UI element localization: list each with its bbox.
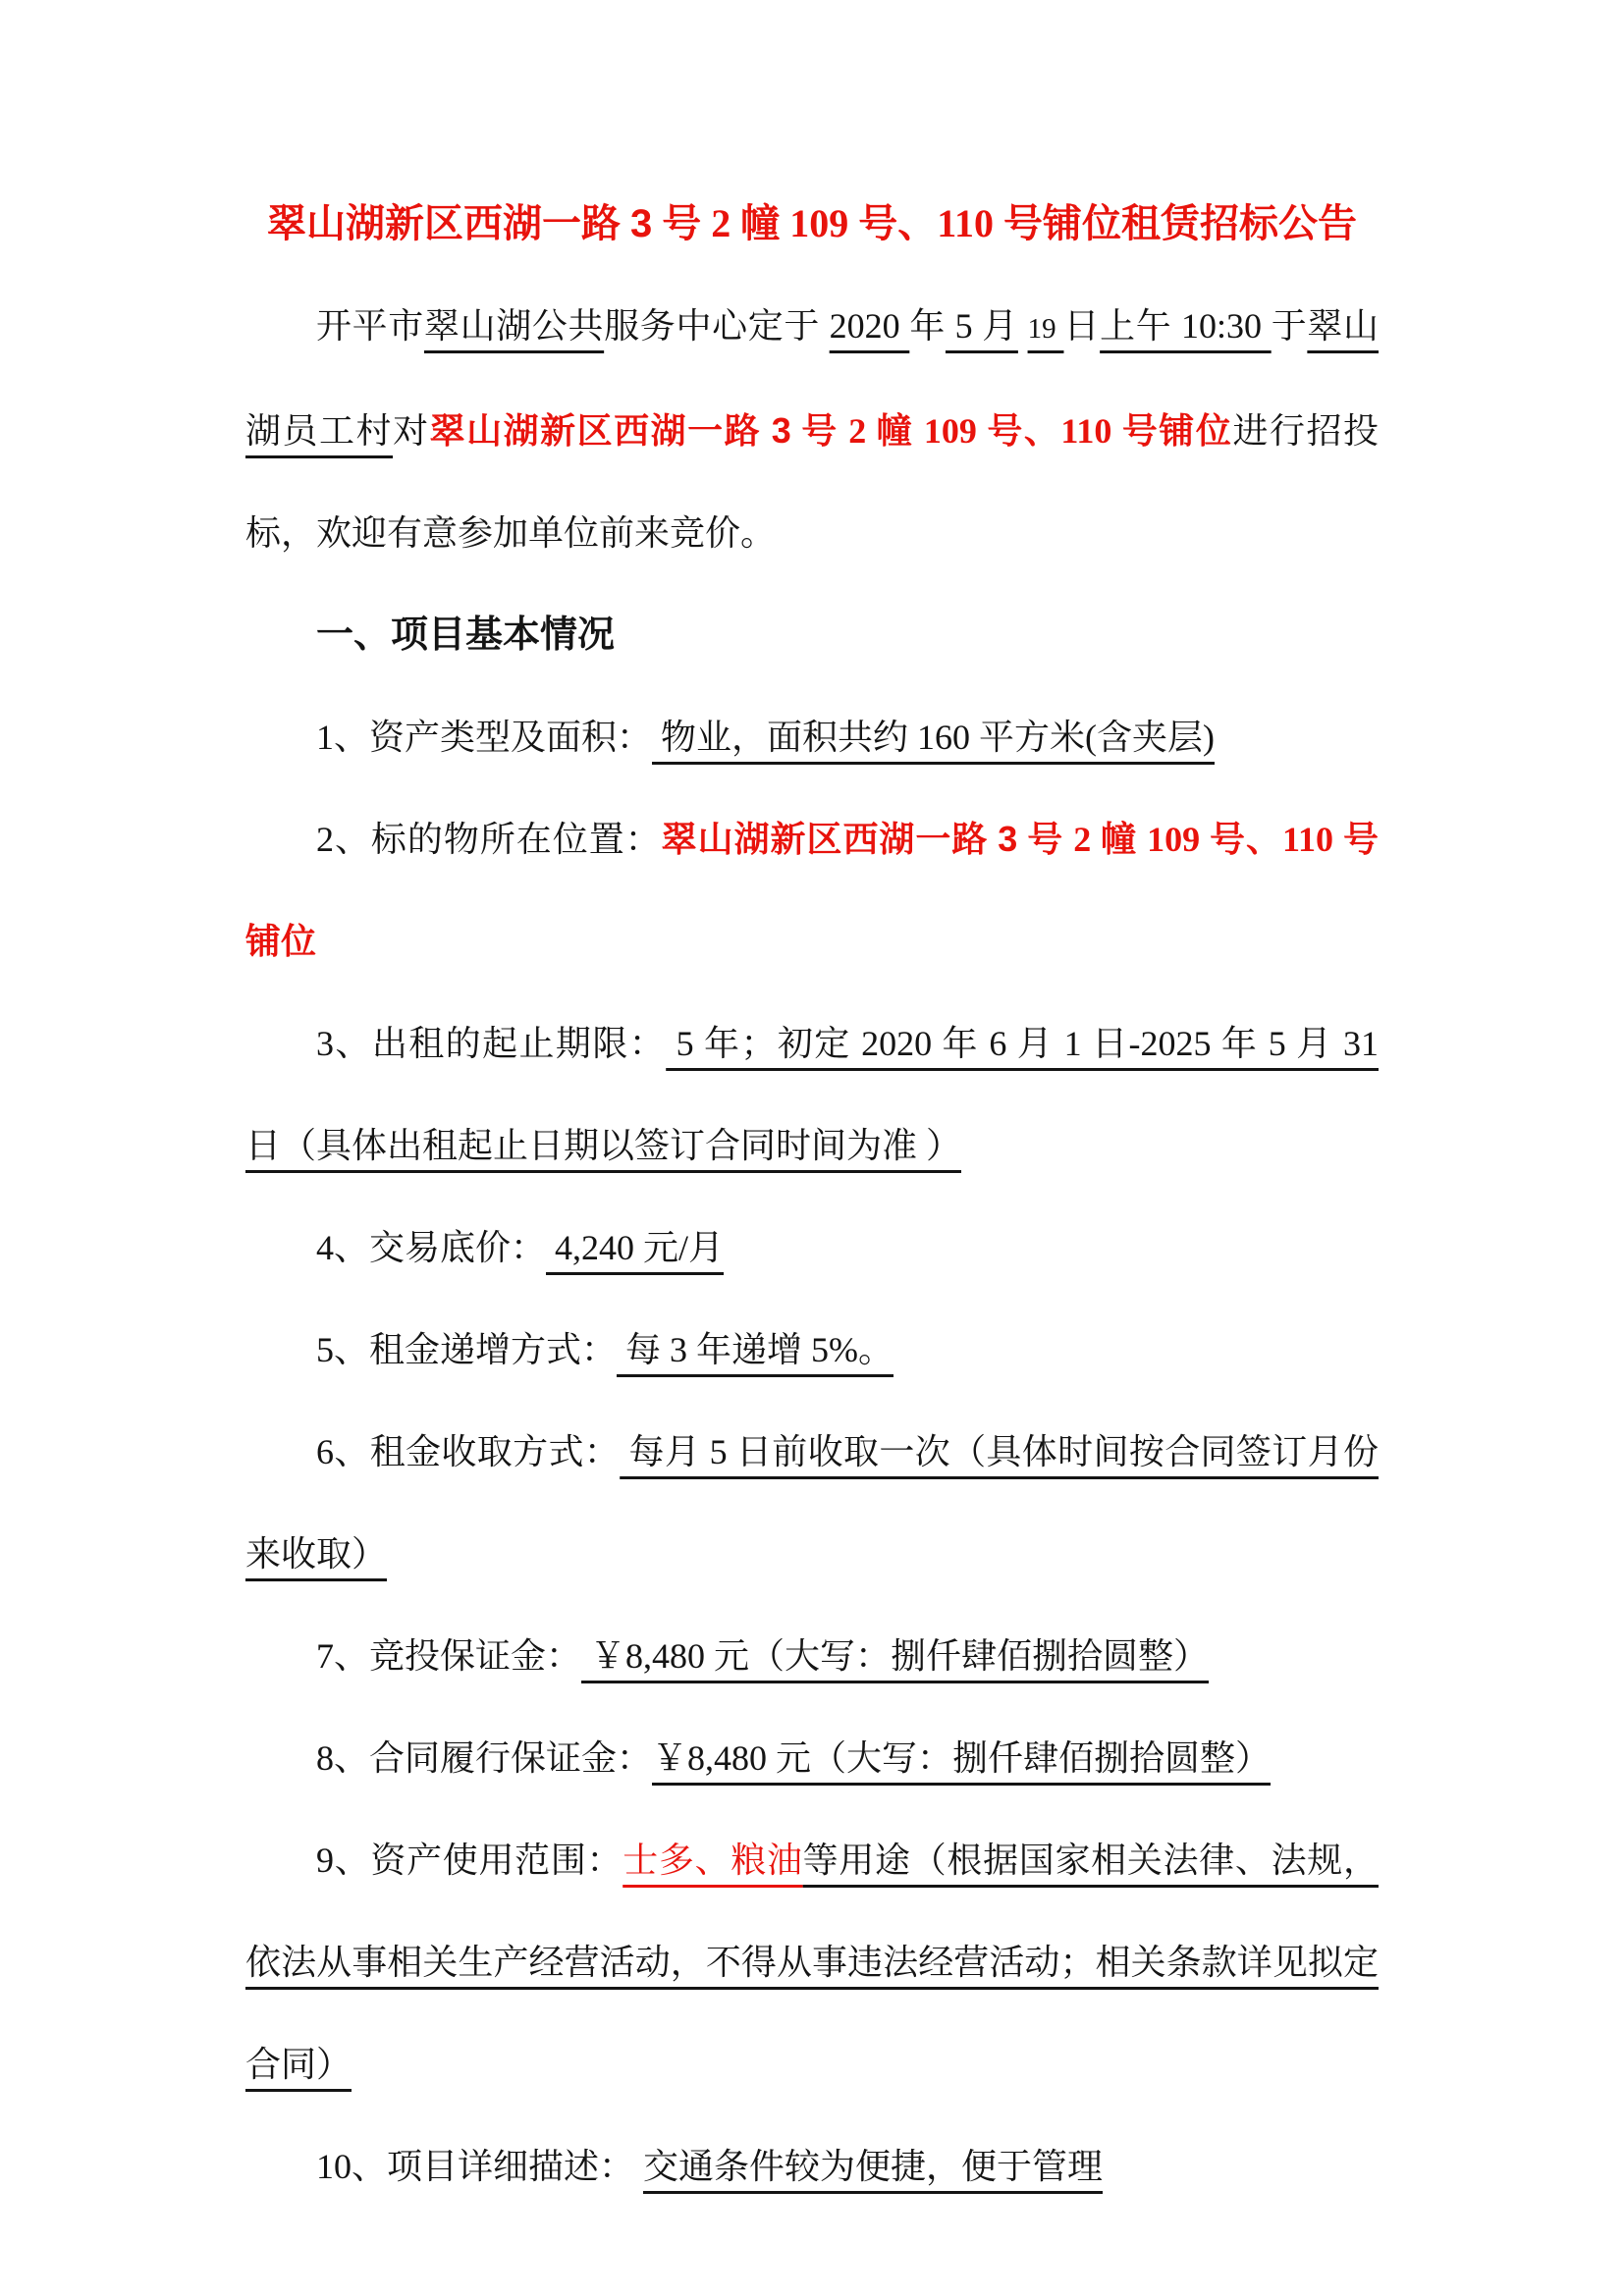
item-6: [245, 1401, 1379, 1605]
text-run: 对: [393, 411, 430, 451]
item-label: 7、竞投保证金：: [316, 1636, 582, 1676]
item-label: 8、合同履行保证金：: [316, 1738, 653, 1778]
item-label: 4、交易底价：: [316, 1228, 547, 1267]
text-run: 上午 10:30: [1100, 306, 1272, 346]
item-value: 3: [998, 819, 1018, 859]
item-label: 1、资产类型及面积：: [316, 718, 653, 757]
text-run: 号 2 幢 109 号、110 号铺位租赁招标公告: [652, 201, 1358, 245]
text-run: 于: [1271, 306, 1308, 346]
text-run: [634, 2147, 643, 2186]
item-label: 5、租金递增方式：: [316, 1330, 618, 1369]
item-7: [245, 1605, 1379, 1707]
text-run: 年: [909, 306, 946, 346]
item-value: 等用途（根据国家相关法律、法规，依法从事相关生产经营活动，不得从事违法经营活动；相关条款详见拟定合同）: [245, 1841, 1379, 2084]
item-label: 9、资产使用范围：: [316, 1841, 623, 1880]
item-value: ￥8,480 元（大写：捌仟肆佰捌拾圆整）: [652, 1738, 1272, 1778]
item-8: [245, 1707, 1379, 1809]
item-9: [245, 1809, 1379, 2115]
text-run: 号 2 幢 109 号、110 号铺位: [790, 411, 1233, 451]
text-run: 3: [629, 202, 653, 245]
item-4: [245, 1197, 1379, 1299]
text-run: 翠山湖新区西湖一路: [429, 411, 772, 451]
item-value: 5 年；初定 2020 年 6 月 1 日-2025 年 5 月 31 日（具体出租起止日期以签订合同时间为准 ）: [245, 1024, 1379, 1165]
item-label: 10、项目详细描述：: [316, 2147, 635, 2186]
item-2: [245, 788, 1379, 992]
item-10: [245, 2115, 1379, 2217]
text-run: 翠山湖新区西湖一路: [266, 201, 630, 245]
item-label: 6、租金收取方式：: [316, 1432, 621, 1471]
text-run: 日: [1063, 306, 1101, 346]
item-5: [245, 1299, 1379, 1401]
text-run: 开平市: [316, 306, 424, 346]
text-run: 进行招投标，欢迎有意参加单位前来竞价。: [245, 411, 1379, 553]
item-value: 每 3 年递增 5%。: [617, 1330, 894, 1369]
text-run: 服务中心定于: [604, 306, 830, 346]
section-heading: [245, 584, 1379, 686]
text-run: 翠山湖公共: [423, 306, 605, 346]
item-3: [245, 992, 1379, 1197]
item-value: 物业，面积共约 160 平方米(含夹层): [652, 718, 1215, 757]
section-heading-label: 一、项目基本情况: [316, 614, 616, 656]
text-run: [1018, 306, 1028, 346]
page-title: [245, 173, 1379, 275]
intro-paragraph: [245, 275, 1379, 584]
item-value: 士多、粮油: [623, 1841, 803, 1880]
text-run: 3: [771, 410, 791, 451]
item-label: 3、出租的起止期限：: [316, 1024, 667, 1063]
item-value: 交通条件较为便捷，便于管理: [643, 2147, 1104, 2186]
text-run: 19: [1027, 313, 1064, 345]
item-value: 翠山湖新区西湖一路: [661, 820, 999, 859]
text-run: 翠山湖员工村: [245, 306, 1380, 451]
text-run: 2020: [829, 306, 910, 346]
item-1: [245, 686, 1379, 788]
item-value: 每月 5 日前收取一次（具体时间按合同签订月份来收取）: [245, 1432, 1379, 1574]
item-value: 4,240 元/月: [546, 1228, 725, 1267]
item-value: ￥8,480 元（大写：捌仟肆佰捌拾圆整）: [581, 1636, 1210, 1676]
item-value: 号 2 幢 109 号、110 号铺位: [245, 820, 1379, 961]
item-label: 2、标的物所在位置：: [316, 820, 662, 859]
text-run: 5 月: [945, 306, 1018, 346]
